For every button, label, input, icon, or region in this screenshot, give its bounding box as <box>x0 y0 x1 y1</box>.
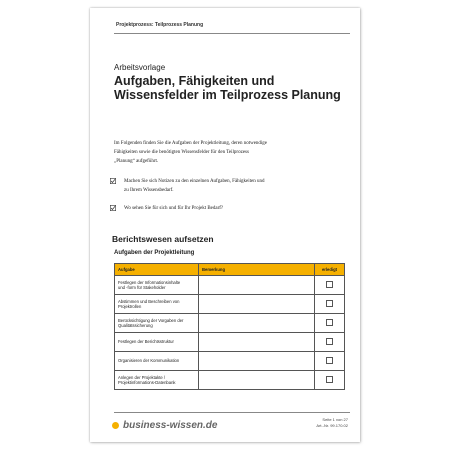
logo-dot-icon <box>112 422 119 429</box>
remark-cell[interactable] <box>199 371 315 390</box>
task-cell <box>115 314 199 333</box>
table-row <box>115 371 345 390</box>
remark-cell[interactable] <box>199 276 315 295</box>
column-header-done: erledigt <box>315 264 345 276</box>
footer-meta <box>316 417 348 429</box>
done-cell <box>315 314 345 333</box>
task-text: Organisieren der Kommunikation <box>118 358 180 364</box>
check-item-line: Wo sehen Sie für sich und für Ihr Projekt Bedarf? <box>124 206 224 211</box>
done-cell <box>315 352 345 371</box>
remark-cell[interactable] <box>199 333 315 352</box>
task-text: Projektinformations-Datenbank <box>118 380 176 385</box>
task-text: Qualitätssicherung <box>118 323 153 328</box>
check-item <box>110 177 330 195</box>
table-row <box>115 333 345 352</box>
done-cell <box>315 295 345 314</box>
done-checkbox[interactable] <box>326 376 333 383</box>
done-checkbox[interactable] <box>326 319 333 326</box>
table-row <box>115 352 345 371</box>
brand-logo <box>112 420 217 431</box>
done-checkbox[interactable] <box>326 300 333 307</box>
check-item-text <box>124 204 223 213</box>
remark-cell[interactable] <box>199 352 315 371</box>
page-number: Seite 1 von 27 <box>322 417 348 422</box>
remark-cell[interactable] <box>199 314 315 333</box>
done-checkbox[interactable] <box>326 357 333 364</box>
table-row <box>115 276 345 295</box>
task-text: und -form für Stakeholder <box>118 285 166 290</box>
intro-line: Fähigkeiten sowie die benötigten Wissensfelder für den Teilprozess <box>114 150 249 155</box>
logo-text: business-wissen.de <box>123 420 218 431</box>
done-checkbox[interactable] <box>326 281 333 288</box>
done-cell <box>315 371 345 390</box>
document-title: Aufgaben, Fähigkeiten und Wissensfelder im Teilprozess Planung <box>114 74 341 102</box>
task-text: Projektrollen <box>118 304 142 309</box>
task-cell <box>115 371 199 390</box>
intro-paragraph <box>114 139 314 166</box>
column-header-task: Aufgabe <box>115 264 199 276</box>
running-header: Projektprozess: Teilprozess Planung <box>116 22 204 28</box>
checkbox-checked-icon <box>110 178 116 184</box>
task-cell <box>115 295 199 314</box>
checkbox-checked-icon <box>110 205 116 211</box>
document-kicker: Arbeitsvorlage <box>114 63 166 72</box>
check-item-text <box>124 177 265 195</box>
check-item <box>110 204 330 213</box>
task-cell <box>115 276 199 295</box>
done-checkbox[interactable] <box>326 338 333 345</box>
intro-line: „Planung“ aufgeführt. <box>114 159 159 164</box>
section-heading: Berichtswesen aufsetzen <box>112 234 214 244</box>
table-heading: Aufgaben der Projektleitung <box>114 250 195 256</box>
footer-divider <box>114 412 350 413</box>
task-table <box>114 263 345 390</box>
task-text: Abstimmen und Beschreiben von <box>118 298 180 304</box>
task-text: Berücksichtigung der Vorgaben der <box>118 317 184 323</box>
task-text: Anlegen der Projektakte / <box>118 374 166 380</box>
intro-line: Im Folgenden finden Sie die Aufgaben der Projektleitung, deren notwendige <box>114 141 268 146</box>
table-row <box>115 314 345 333</box>
task-cell <box>115 352 199 371</box>
remark-cell[interactable] <box>199 295 315 314</box>
check-item-line: zu Ihrem Wissensbedarf. <box>124 188 174 193</box>
task-text: Festlegen der Informationsinhalte <box>118 279 181 285</box>
article-number: Art.-Nr. 99.170.02 <box>316 423 348 428</box>
table-row <box>115 295 345 314</box>
done-cell <box>315 276 345 295</box>
check-item-line: Machen Sie sich Notizen zu den einzelnen Aufgaben, Fähigkeiten und <box>124 179 265 184</box>
header-divider <box>114 33 350 34</box>
column-header-remark: Bemerkung <box>199 264 315 276</box>
task-text: Festlegen der Berichtsstruktur <box>118 339 174 345</box>
done-cell <box>315 333 345 352</box>
document-page <box>90 8 360 442</box>
table-header-row <box>115 264 345 276</box>
task-cell <box>115 333 199 352</box>
